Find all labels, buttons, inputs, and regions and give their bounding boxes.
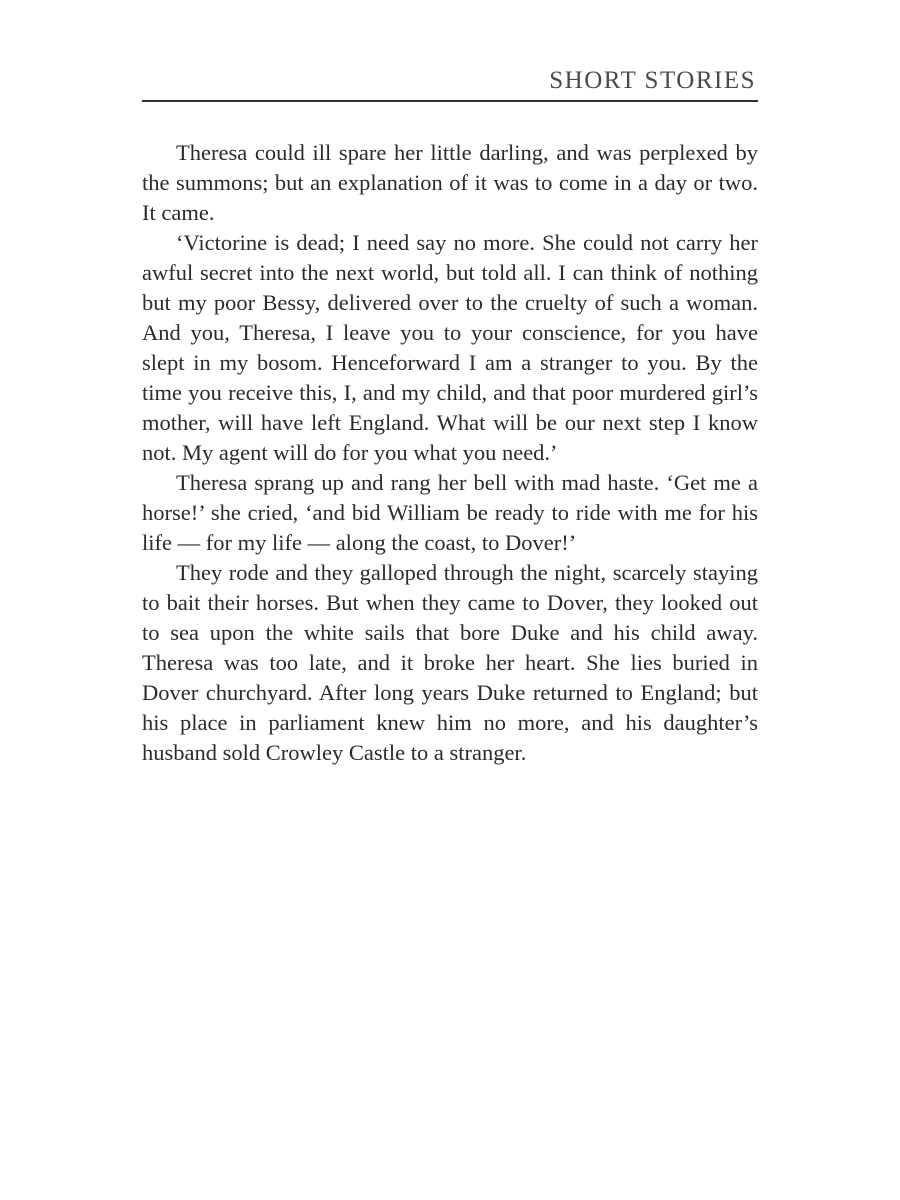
paragraph: They rode and they galloped through the night, scarcely staying to bait their horses. But when they came to Dover, they looked out to sea upon the white sails that bore Duke and his child away. Theresa was too late, and it broke her heart. She lies buried in Dover churchyard. After long years Duke returned to England; but his place in parliament knew him no more, and his daughter’s husband sold Crowley Castle to a stranger. — [142, 560, 758, 765]
paragraph: Theresa sprang up and rang her bell with mad haste. ‘Get me a horse!’ she cried, ‘and bid William be ready to ride with me for his life — for my life — along the coast, to Dover!’ — [142, 470, 758, 555]
paragraph: ‘Victorine is dead; I need say no more. She could not carry her awful secret into the next world, but told all. I can think of nothing but my poor Bessy, delivered over to the cruelty of such a woman. And you, Theresa, I leave you to your conscience, for you have slept in my bosom. Henceforward I am a stranger to you. By the time you receive this, I, and my child, and that poor murdered girl’s mother, will have left England. What will be our next step I know not. My agent will do for you what you need.’ — [142, 230, 758, 465]
running-title: SHORT STORIES — [549, 67, 756, 94]
body-text — [142, 138, 758, 768]
running-header — [142, 62, 758, 102]
paragraph: Theresa could ill spare her little darling, and was perplexed by the summons; but an explanation of it was to come in a day or two. It came. — [142, 140, 758, 225]
